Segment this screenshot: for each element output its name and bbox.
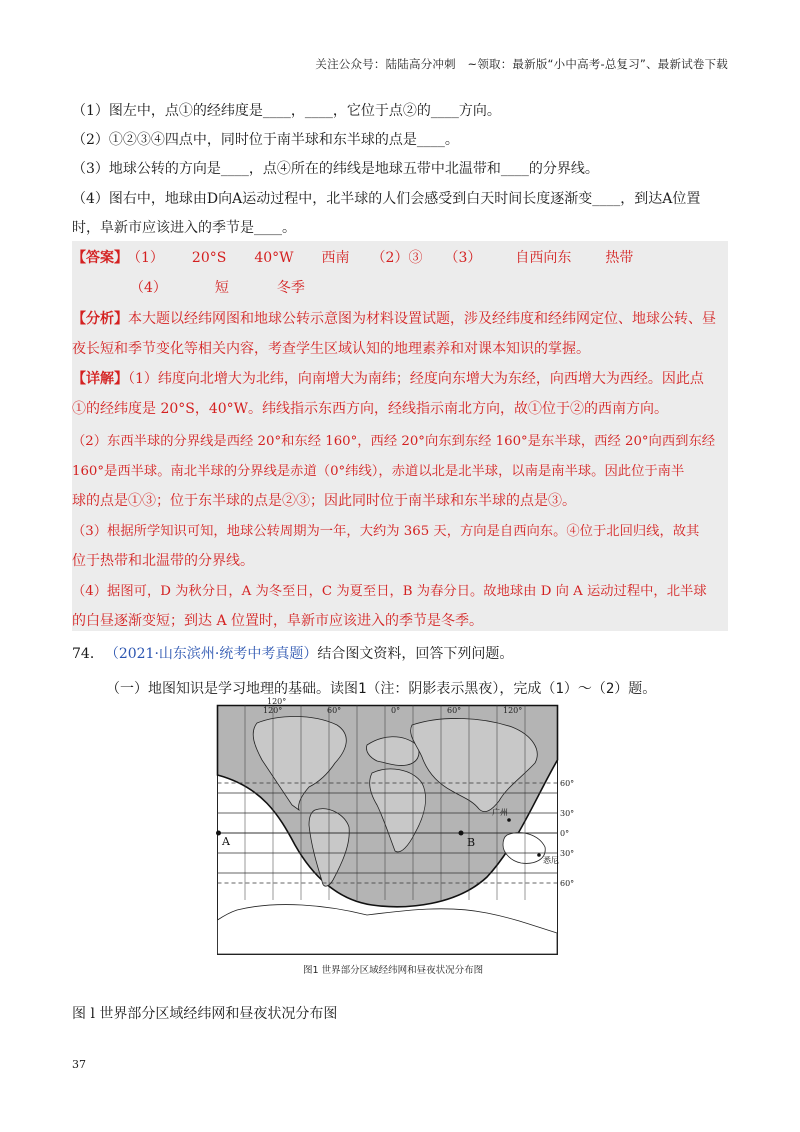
question-line-5: 时，阜新市应该进入的季节是____。: [72, 220, 296, 236]
answer-item: 40°W: [254, 250, 294, 266]
question-line-1: （1）图左中，点①的经纬度是____，____，它位于点②的____方向。: [72, 103, 501, 119]
body-caption: 图 l 世界部分区域经纬网和昼夜状况分布图: [72, 1006, 338, 1022]
page-number: 37: [72, 1058, 86, 1071]
question-line-2: （2）①②③④四点中，同时位于南半球和东半球的点是____。: [72, 132, 459, 148]
lat-label-60s: 60°: [560, 879, 575, 888]
answer-item: 西南: [321, 250, 350, 266]
detail-line-7: 位于热带和北温带的分界线。: [72, 553, 254, 569]
lat-label-30n: 30°: [560, 809, 575, 818]
lon-label: 120°: [267, 697, 287, 706]
detail-text: （1）纬度向北增大为北纬，向南增大为南纬；经度向东增大为东经，向西增大为西经。因此点: [128, 371, 704, 387]
detail-line-2: ①的经纬度是 20°S，40°W。纬线指示东西方向，经线指示南北方向，故①位于②的西南方向。: [72, 401, 669, 417]
answer-row-1: [72, 247, 633, 267]
answer-item: （2）③: [371, 250, 423, 266]
lon-label-60w: 60°: [327, 706, 342, 715]
question-source: （2021·山东滨州·统考中考真题）: [111, 646, 318, 662]
lon-label-60e: 60°: [447, 706, 462, 715]
top-labels: [267, 697, 286, 706]
answer-item: 冬季: [276, 280, 305, 296]
answer-item: （1）: [134, 250, 164, 266]
answer-item: 短: [214, 280, 229, 296]
world-map-figure: [217, 697, 583, 955]
sub-intro: （一）地图知识是学习地理的基础。读图1（注：阴影表示黑夜），完成（1）～（2）题。: [106, 681, 657, 697]
sydney-marker: [537, 853, 541, 857]
lat-label-60n: 60°: [560, 779, 575, 788]
lon-label-0: 0°: [391, 706, 401, 715]
question-74: [72, 643, 513, 663]
detail-tag: 【详解】: [72, 371, 128, 387]
answer-item: 热带: [605, 250, 634, 266]
detail-line-3: （2）东西半球的分界线是西经 20°和东经 160°，西经 20°向东到东经 160°是东半球，西经 20°向西到东经: [72, 434, 716, 449]
point-b-label: B: [467, 836, 476, 849]
answer-item: 自西向东: [515, 250, 572, 266]
analysis-text: 本大题以经纬网图和地球公转示意图为材料设置试题，涉及经纬度和经纬网定位、地球公转、昼: [128, 311, 716, 327]
sydney-label: 悉尼: [543, 856, 559, 865]
lat-label-30s: 30°: [560, 849, 575, 858]
answer-item: （3）: [444, 250, 482, 266]
world-map-svg: [217, 697, 583, 955]
point-a-marker: [216, 831, 221, 836]
guangzhou-marker: [507, 818, 511, 822]
point-b-marker: [459, 831, 464, 836]
lon-label-120w: 120°: [263, 706, 283, 715]
detail-line-4: 160°是西半球。南北半球的分界线是赤道（0°纬线），赤道以北是北半球，以南是南半球。因此位于南半: [72, 464, 685, 479]
figure-caption: 图1 世界部分区域经纬网和昼夜状况分布图: [303, 965, 484, 976]
question-number: 74．: [72, 646, 104, 662]
detail-line-1: [72, 368, 704, 388]
answer-item: 20°S: [191, 250, 227, 266]
lon-label-120e: 120°: [503, 706, 523, 715]
point-a-label: A: [222, 835, 230, 848]
analysis-tag: 【分析】: [72, 311, 128, 327]
answer-row-2: [130, 277, 305, 297]
question-line-3: （3）地球公转的方向是____，点④所在的纬线是地球五带中北温带和____的分界线。: [72, 161, 599, 177]
analysis-line-1: [72, 308, 716, 328]
page-header: 关注公众号：陆陆高分冲刺 ~领取：最新版“小中高考-总复习”、最新试卷下载: [315, 57, 728, 71]
guangzhou-label: 广州: [492, 808, 508, 817]
question-text: 结合图文资料，回答下列问题。: [317, 646, 514, 662]
detail-line-9: 的白昼逐渐变短；到达 A 位置时，阜新市应该进入的季节是冬季。: [72, 613, 484, 629]
analysis-line-2: 夜长短和季节变化等相关内容，考查学生区域认知的地理素养和对课本知识的掌握。: [72, 341, 590, 357]
answer-item: （4）: [130, 280, 167, 296]
question-line-4: （4）图右中，地球由D向A运动过程中，北半球的人们会感受到白天时间长度逐渐变____，到达A位置: [72, 191, 701, 207]
lat-label-0: 0°: [560, 829, 570, 838]
detail-line-6: （3）根据所学知识可知，地球公转周期为一年，大约为 365 天，方向是自西向东。④位于北回归线，故其: [72, 524, 700, 539]
detail-line-5: 球的点是①③；位于东半球的点是②③；因此同时位于南半球和东半球的点是③。: [72, 493, 576, 509]
detail-line-8: （4）据图可，D 为秋分日，A 为冬至日，C 为夏至日，B 为春分日。故地球由 D 向 A 运动过程中，北半球: [72, 584, 707, 599]
answer-tag: 【答案】: [72, 250, 128, 266]
